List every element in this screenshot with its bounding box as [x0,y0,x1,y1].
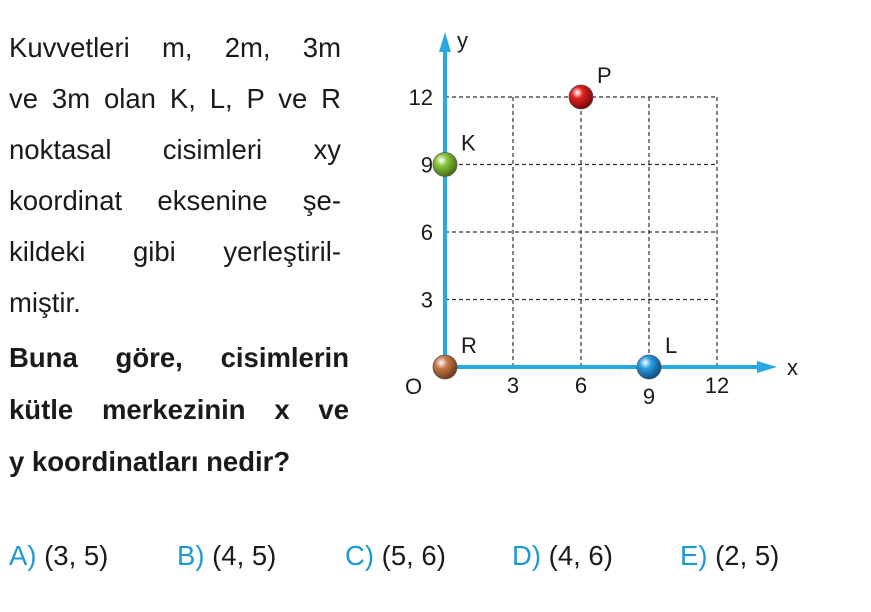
point-label: R [461,333,477,358]
answer-option-b[interactable] [177,533,276,579]
option-letter: B) [177,540,205,571]
y-tick-label: 9 [420,152,433,178]
points [433,63,677,379]
tick-labels [409,85,730,409]
answer-option-d[interactable] [512,533,613,579]
answer-options [9,533,859,579]
option-letter: A) [9,540,37,571]
question-line: koordinat eksenine şe- [9,185,341,216]
y-tick-label: 6 [420,220,433,245]
question-line: miştir. [9,287,81,318]
option-text: (3, 5) [44,540,109,571]
prompt-line: y koordinatları nedir? [9,446,291,477]
option-text: (4, 5) [212,540,277,571]
origin-label: O [405,374,423,399]
option-text: (5, 6) [381,540,446,571]
question-line: ve 3m olan K, L, P ve R [9,83,341,114]
x-tick-label: 6 [574,373,588,398]
question-prompt [9,332,349,488]
y-tick-label: 3 [420,287,433,313]
point-label: L [665,333,678,358]
prompt-line: kütle merkezinin x ve [9,394,349,425]
x-axis-arrow [757,361,777,373]
point-l [637,355,661,379]
option-letter: D) [512,540,542,571]
x-axis-label: x [787,355,798,380]
answer-option-c[interactable] [345,533,446,579]
grid-lines [445,97,717,367]
option-letter: C) [345,540,375,571]
y-tick-label: 12 [408,85,433,110]
y-axis-arrow [439,32,451,52]
answer-option-a[interactable] [9,533,108,579]
question-line: Kuvvetleri m, 2m, 3m [9,32,341,63]
question-line: kildeki gibi yerleştiril- [9,236,341,267]
option-text: (2, 5) [715,540,780,571]
point-k [433,153,457,177]
point-label: K [461,130,476,156]
point-r [433,355,457,379]
x-tick-label: 12 [704,373,730,398]
prompt-line: Buna göre, cisimlerin [9,342,349,373]
point-p [569,85,593,109]
x-tick-label: 3 [506,373,520,398]
point-label: P [597,63,612,88]
question-line: noktasal cisimleri xy [9,134,341,165]
x-tick-label: 9 [642,384,656,409]
answer-option-e[interactable] [680,533,779,579]
y-axis-label: y [457,28,468,53]
question-text [9,22,341,328]
option-text: (4, 6) [548,540,613,571]
option-letter: E) [680,540,708,571]
coordinate-figure [395,25,815,425]
